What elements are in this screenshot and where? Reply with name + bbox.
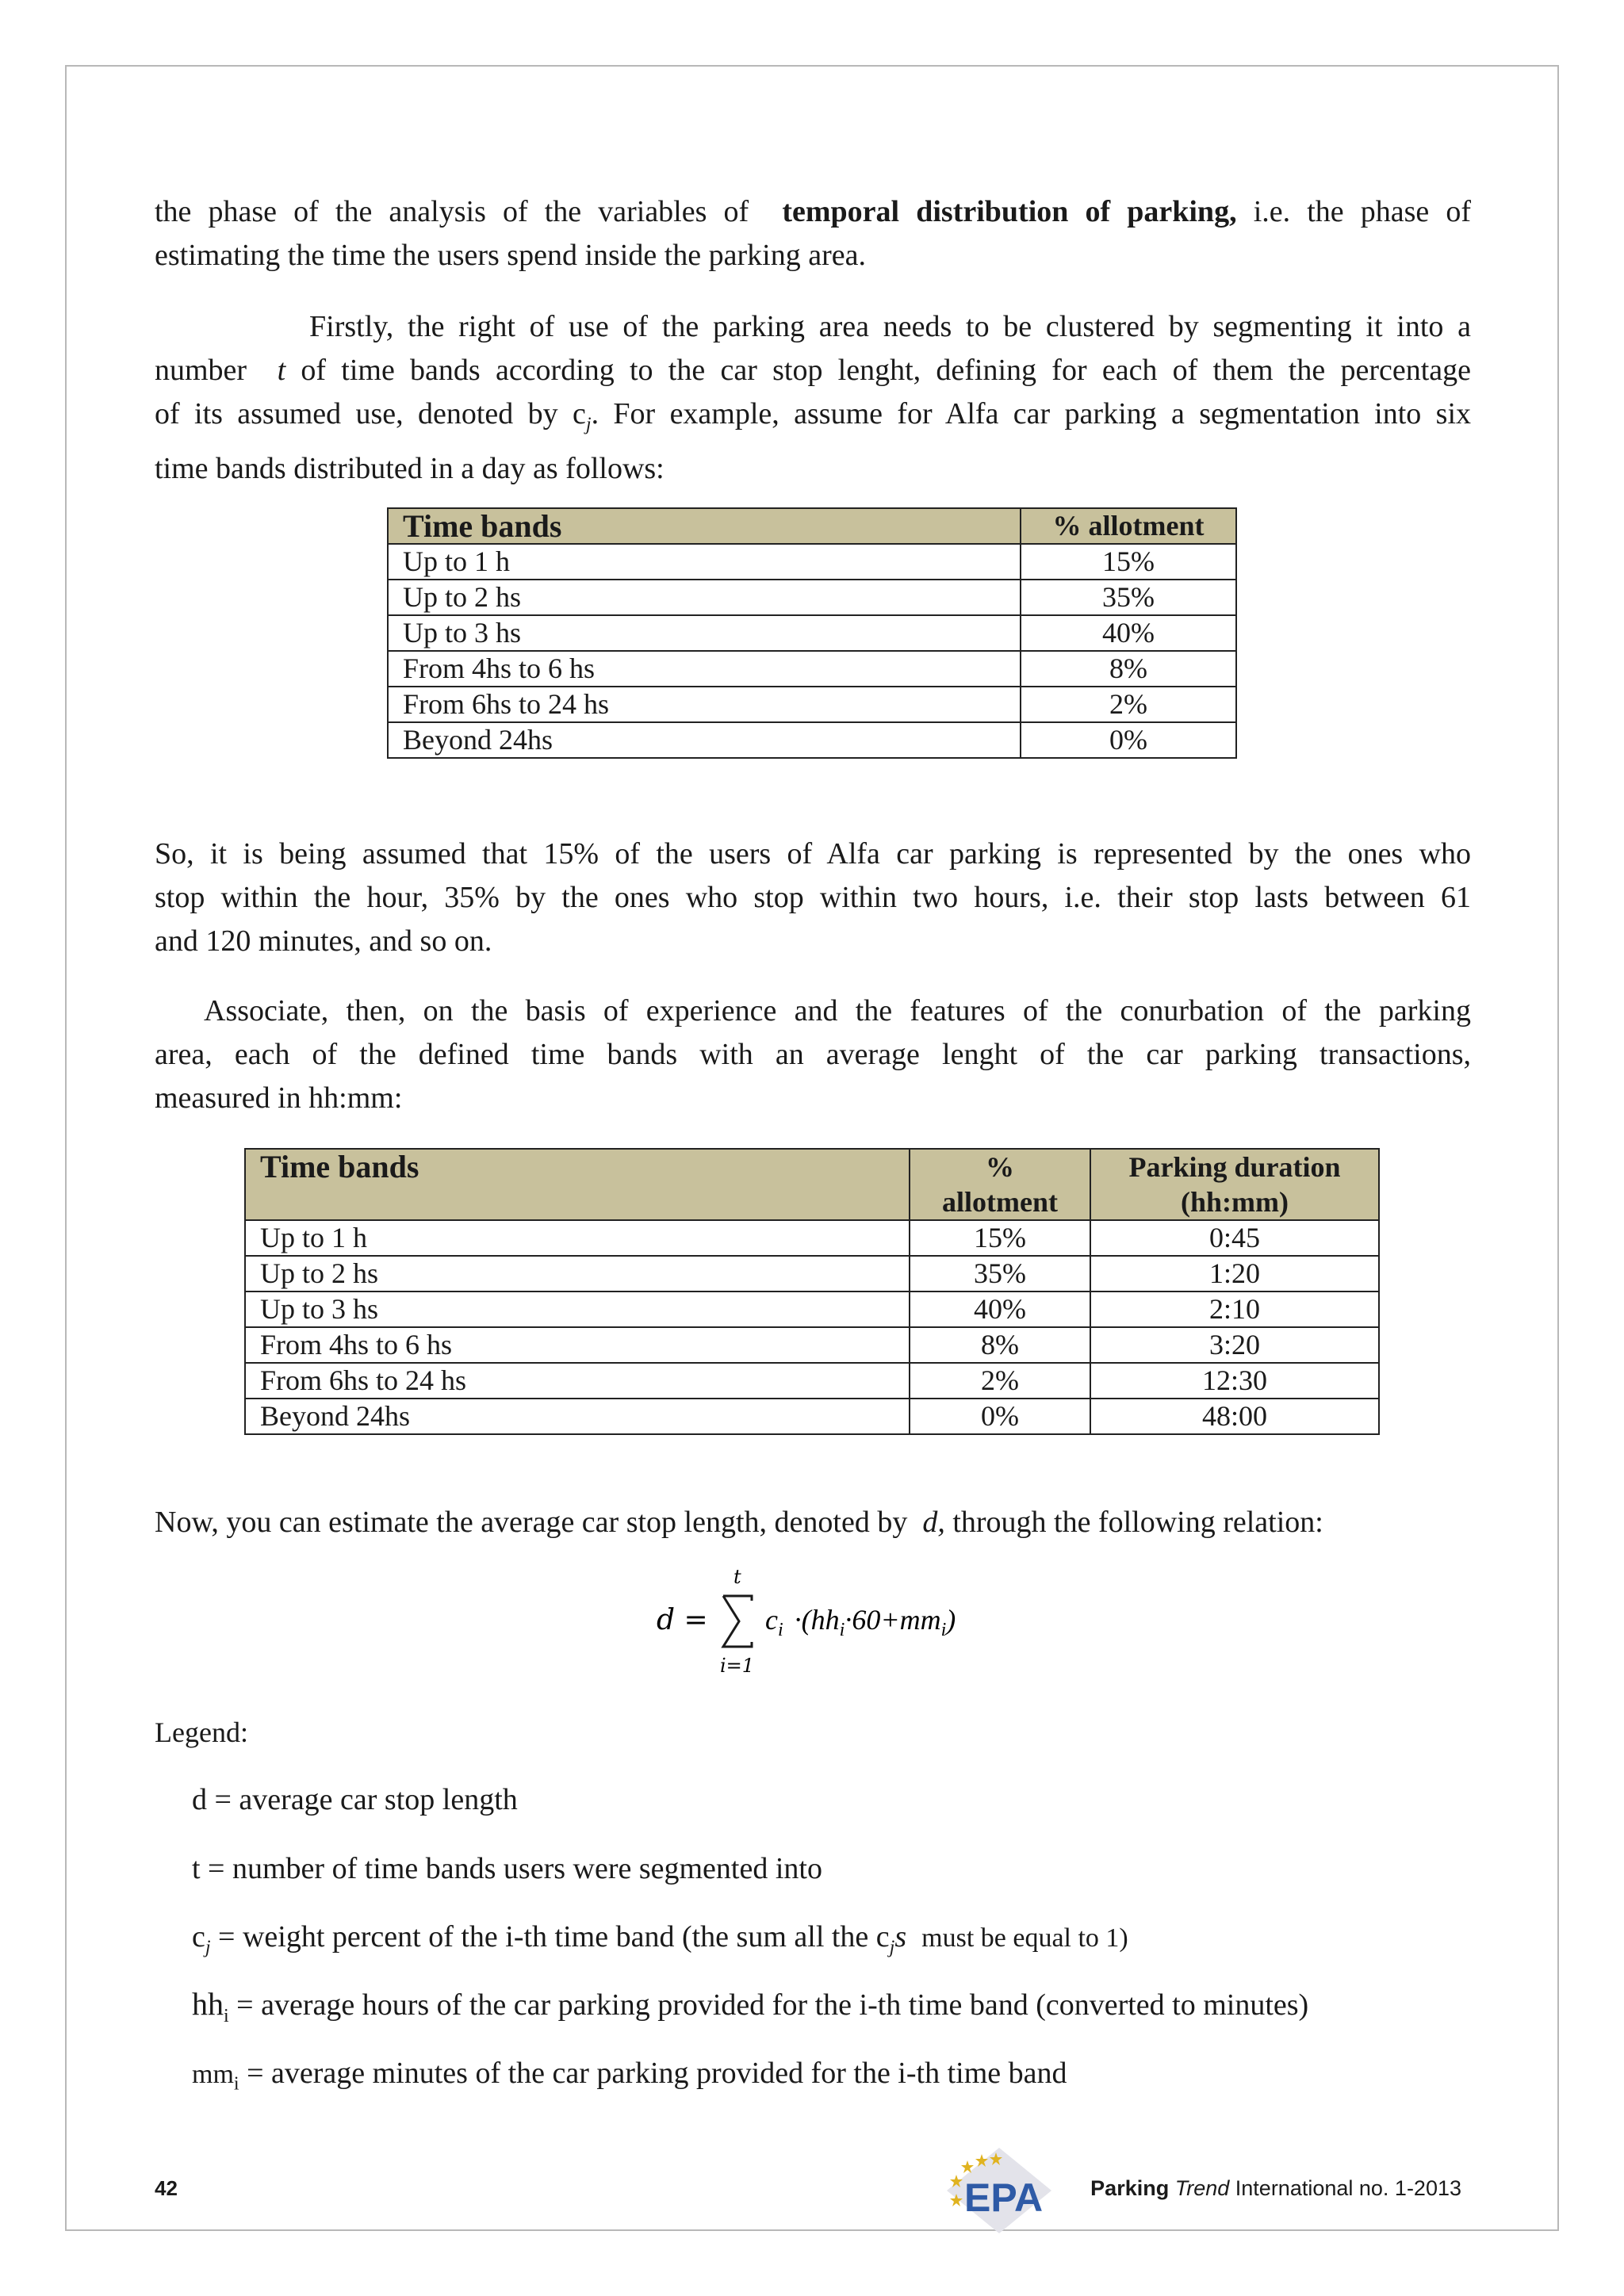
- table-row: [245, 1399, 1379, 1434]
- para5-text-2: through the following relation:: [952, 1506, 1323, 1539]
- cell-allotment: 0%: [910, 1399, 1090, 1434]
- legend-mm: mm: [192, 2060, 234, 2089]
- average-stop-length-formula: [650, 1566, 983, 1677]
- header-parking-duration: [1090, 1149, 1379, 1220]
- time-bands-table: [387, 507, 1237, 759]
- cell-band: Up to 1 h: [388, 544, 1021, 580]
- intro-paragraph: [155, 190, 1471, 277]
- header-time-bands: Time bands: [388, 508, 1021, 544]
- table-row: [245, 1292, 1379, 1327]
- para3-line-1: So, it is being assumed that 15% of the users of Alfa car parking is represented by the ones who: [155, 837, 1471, 871]
- intro-text-1: the phase of the analysis of the variables of: [155, 195, 749, 228]
- publication-title: [1090, 2176, 1461, 2201]
- cell-allotment: 8%: [910, 1327, 1090, 1363]
- cell-allotment: 8%: [1021, 651, 1236, 687]
- cell-allotment: 35%: [1021, 580, 1236, 615]
- para2-sub-j: j: [585, 414, 592, 435]
- cell-duration: 1:20: [1090, 1256, 1379, 1292]
- legend-hh-text: = average hours of the car parking provided for the i-th time band (converted to minutes): [228, 1988, 1309, 2022]
- intro-text-3: estimating the time the users spend inside the parking area.: [155, 239, 866, 272]
- intro-text-2: i.e. the phase of: [1253, 195, 1472, 228]
- paragraph-so: [155, 832, 1471, 963]
- parking-duration-table: [244, 1148, 1380, 1435]
- para4-line-3: measured in hh:mm:: [155, 1081, 403, 1115]
- summation-icon: [723, 1596, 752, 1647]
- table-row: [388, 615, 1236, 651]
- cell-band: Up to 2 hs: [245, 1256, 910, 1292]
- paragraph-now: [155, 1501, 1503, 1544]
- formula-lower-limit: i=1: [720, 1655, 755, 1677]
- legend-hh: hh: [192, 1986, 224, 2022]
- formula-c: c: [765, 1604, 778, 1636]
- formula-rest-a: ·(hh: [794, 1604, 840, 1636]
- cell-duration: 0:45: [1090, 1220, 1379, 1256]
- cell-duration: 12:30: [1090, 1363, 1379, 1399]
- legend-c-small: must be equal to 1): [921, 1923, 1128, 1953]
- para3-line-2: stop within the hour, 35% by the ones who stop within two hours, i.e. their stop lasts between 61: [155, 881, 1471, 914]
- legend-c-text: = weight percent of the i-th time band (the sum all the c: [210, 1920, 890, 1954]
- cell-band: Beyond 24hs: [388, 722, 1021, 758]
- header-duration-line-1: Parking duration: [1128, 1151, 1341, 1183]
- legend-item-hh: [192, 1984, 1308, 2036]
- table-row: [388, 544, 1236, 580]
- para2-line-1: Firstly, the right of use of the parking area needs to be clustered by segmenting it into a: [309, 310, 1471, 343]
- paragraph-associate: [155, 989, 1471, 1120]
- cell-duration: 48:00: [1090, 1399, 1379, 1434]
- table-row: [388, 651, 1236, 687]
- cell-duration: 3:20: [1090, 1327, 1379, 1363]
- cell-band: From 6hs to 24 hs: [245, 1363, 910, 1399]
- intro-bold-term: temporal distribution of parking,: [782, 195, 1237, 228]
- paragraph-firstly: [155, 305, 1471, 491]
- header-duration-line-2: (hh:mm): [1181, 1186, 1289, 1218]
- para2-number-word: number: [155, 354, 247, 387]
- title-parking: Parking: [1090, 2176, 1170, 2200]
- cell-band: Beyond 24hs: [245, 1399, 910, 1434]
- para2-line-3a: of its assumed use, denoted by c: [155, 397, 586, 430]
- cell-band: From 6hs to 24 hs: [388, 687, 1021, 722]
- cell-allotment: 40%: [1021, 615, 1236, 651]
- para5-variable-d: d,: [922, 1506, 945, 1539]
- page-number: 42: [155, 2176, 178, 2200]
- legend-title: Legend:: [155, 1716, 248, 1748]
- formula-upper-limit: t: [733, 1566, 741, 1588]
- para4-line-2: area, each of the defined time bands with an average lenght of the car parking transactions,: [155, 1038, 1471, 1071]
- cell-band: Up to 3 hs: [388, 615, 1021, 651]
- cell-band: From 4hs to 6 hs: [245, 1327, 910, 1363]
- table-row: [388, 580, 1236, 615]
- legend-mm-text: = average minutes of the car parking provided for the i-th time band: [239, 2057, 1067, 2090]
- table-row: [245, 1220, 1379, 1256]
- header-allotment-line-1: %: [986, 1151, 1014, 1183]
- formula-rest-c: ): [946, 1604, 956, 1636]
- para2-line-2: of time bands according to the car stop lenght, defining for each of them the percentage: [301, 354, 1472, 387]
- header-allotment: [910, 1149, 1090, 1220]
- table-row: [388, 687, 1236, 722]
- legend-mm-sub: i: [233, 2073, 239, 2095]
- cell-allotment: 35%: [910, 1256, 1090, 1292]
- cell-band: Up to 1 h: [245, 1220, 910, 1256]
- cell-band: Up to 3 hs: [245, 1292, 910, 1327]
- para2-line-3b: . For example, assume for Alfa car parking a segmentation into six: [591, 397, 1472, 430]
- title-trend: Trend: [1174, 2176, 1230, 2200]
- table-header-row: [388, 508, 1236, 544]
- cell-allotment: 15%: [1021, 544, 1236, 580]
- table-row: [245, 1363, 1379, 1399]
- formula-lhs: d =: [657, 1604, 708, 1636]
- table-row: [388, 722, 1236, 758]
- cell-allotment: 2%: [910, 1363, 1090, 1399]
- table-header-row: [245, 1149, 1379, 1220]
- epa-logo: [944, 2145, 1055, 2236]
- legend-c-s: s: [894, 1920, 907, 1954]
- table-row: [245, 1327, 1379, 1363]
- cell-band: Up to 2 hs: [388, 580, 1021, 615]
- cell-allotment: 15%: [910, 1220, 1090, 1256]
- legend-c-sub: j: [205, 1937, 211, 1958]
- legend-item-mm: [192, 2053, 1067, 2104]
- title-issue: International no. 1-2013: [1235, 2176, 1461, 2200]
- legend-hh-sub: i: [224, 2006, 229, 2026]
- header-allotment-line-2: allotment: [942, 1186, 1058, 1218]
- cell-duration: 2:10: [1090, 1292, 1379, 1327]
- formula-rest-b: ·60+mm: [845, 1604, 941, 1636]
- para2-variable-t: t: [277, 354, 286, 387]
- cell-band: From 4hs to 6 hs: [388, 651, 1021, 687]
- legend-c: c: [192, 1920, 205, 1954]
- formula-body: [765, 1604, 956, 1640]
- para5-text-1: Now, you can estimate the average car stop length, denoted by: [155, 1506, 908, 1539]
- legend-item-t: t = number of time bands users were segmented into: [192, 1852, 822, 1885]
- para3-line-3: and 120 minutes, and so on.: [155, 924, 492, 958]
- legend-item-c: [192, 1917, 1128, 1968]
- formula-c-sub: i: [777, 1620, 783, 1640]
- legend-item-d: d = average car stop length: [192, 1783, 518, 1816]
- para4-line-1: Associate, then, on the basis of experience and the features of the conurbation of the parking: [204, 994, 1471, 1027]
- table-row: [245, 1256, 1379, 1292]
- formula-sub-1: i: [839, 1620, 845, 1640]
- para2-line-4: time bands distributed in a day as follows:: [155, 451, 665, 485]
- cell-allotment: 0%: [1021, 722, 1236, 758]
- cell-allotment: 40%: [910, 1292, 1090, 1327]
- formula-sub-2: i: [940, 1620, 947, 1640]
- header-time-bands: Time bands: [245, 1149, 910, 1220]
- legend-c-sub-2: j: [889, 1937, 895, 1958]
- cell-allotment: 2%: [1021, 687, 1236, 722]
- logo-text: EPA: [964, 2175, 1044, 2220]
- header-allotment: % allotment: [1021, 508, 1236, 544]
